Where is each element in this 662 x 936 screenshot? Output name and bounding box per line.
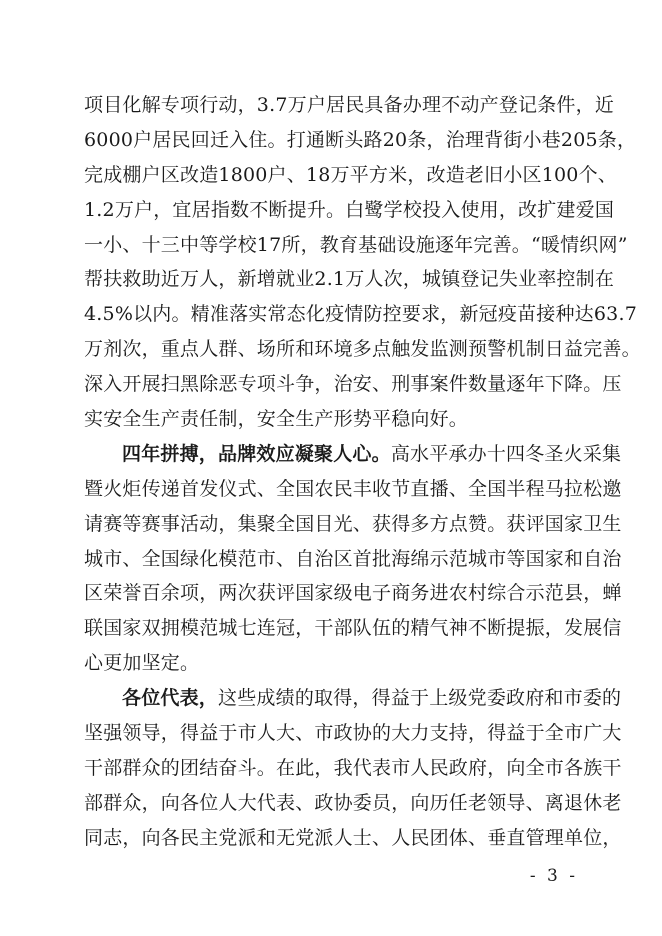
paragraph-heading: 各位代表， xyxy=(122,687,219,710)
paragraph-line: 一小、十三中等学校17所，教育基础设施逐年完善。“暖情织网” xyxy=(84,233,628,256)
paragraph-line: 项目化解专项行动，3.7万户居民具备办理不动产登记条件，近 xyxy=(84,94,615,116)
paragraph-first-line xyxy=(84,437,622,472)
paragraph-line: 完成棚户区改造1800户、18万平方米，改造老旧小区100个、 xyxy=(84,163,617,186)
paragraph-line: 1.2万户，宜居指数不断提升。白鹭学校投入使用，改扩建爱国 xyxy=(84,198,615,221)
paragraph-line: 深入开展扫黑除恶专项斗争，治安、刑事案件数量逐年下降。压 xyxy=(84,373,622,396)
page-number: - 3 - xyxy=(529,866,578,886)
body-text xyxy=(84,88,641,856)
paragraph-line: 同志，向各民主党派和无党派人士、人民团体、垂直管理单位， xyxy=(84,826,622,849)
paragraph-line: 坚强领导，得益于市人大、市政协的大力支持，得益于全市广大 xyxy=(84,722,622,745)
paragraph-line: 联国家双拥模范城七连冠，干部队伍的精气神不断提振，发展信 xyxy=(84,617,622,640)
paragraph-line: 部群众，向各位人大代表、政协委员，向历任老领导、离退休老 xyxy=(84,791,622,814)
paragraph-line: 区荣誉百余项，两次获评国家级电子商务进农村综合示范县，蝉 xyxy=(84,582,622,605)
paragraph-heading: 四年拼搏，品牌效应凝聚人心。 xyxy=(122,442,391,465)
paragraph-line: 请赛等赛事活动，集聚全国目光、获得多方点赞。获评国家卫生 xyxy=(84,512,622,535)
paragraph-text: 这些成绩的取得，得益于上级党委政府和市委的 xyxy=(218,687,622,710)
paragraph-line: 帮扶救助近万人，新增就业2.1万人次，城镇登记失业率控制在 xyxy=(84,268,615,291)
paragraph-line: 暨火炬传递首发仪式、全国农民丰收节直播、全国半程马拉松邀 xyxy=(84,477,622,500)
paragraph-line: 6000户居民回迁入住。打通断头路20条，治理背街小巷205条， xyxy=(84,128,637,151)
paragraph-line: 心更加坚定。 xyxy=(84,652,200,675)
paragraph-line: 城市、全国绿化模范市、自治区首批海绵示范城市等国家和自治 xyxy=(84,547,622,570)
paragraph-line: 干部群众的团结奋斗。在此，我代表市人民政府，向全市各族干 xyxy=(84,756,622,779)
paragraph-line: 实安全生产责任制，安全生产形势平稳向好。 xyxy=(84,408,469,431)
paragraph-line: 万剂次，重点人群、场所和环境多点触发监测预警机制日益完善。 xyxy=(84,338,641,361)
paragraph-text: 高水平承办十四冬圣火采集 xyxy=(390,442,622,465)
paragraph-first-line xyxy=(84,681,622,716)
paragraph-line: 4.5%以内。精准落实常态化疫情防控要求，新冠疫苗接种达63.7 xyxy=(84,303,637,326)
